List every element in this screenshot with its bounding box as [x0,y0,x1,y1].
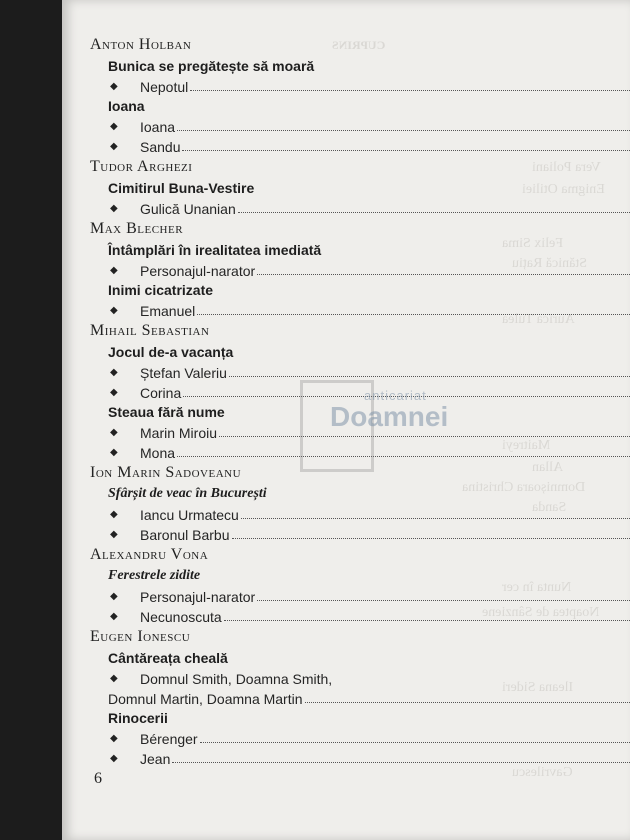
ghost-line: Ileana Sideri [502,680,574,695]
character-name: Emanuel [140,303,196,319]
character-name: Personajul-narator [140,589,256,605]
author-heading: Anton Holban [90,36,192,53]
leader-dots [200,741,630,743]
character-name: Gulică Unanian [140,201,236,217]
character-name: Corina [140,385,182,401]
character-entry [90,728,630,748]
diamond-bullet-icon [90,200,140,218]
diamond-bullet-icon [90,118,140,136]
leader-dots [257,599,630,601]
character-name: Ioana [140,119,176,135]
ghost-line: Gavrilescu [512,765,573,780]
diamond-bullet-icon [90,526,140,544]
work-title: Ioana [108,98,145,114]
author-heading: Tudor Arghezi [90,158,193,175]
character-entry [90,136,630,156]
ghost-line: Maitreyi [502,438,551,453]
leader-dots [197,313,630,315]
work-title: Cântăreața cheală [108,650,228,666]
leader-dots [224,619,630,621]
character-name: Sandu [140,139,181,155]
character-name: Domnul Smith, Doamna Smith, [140,671,333,687]
character-entry [90,524,630,544]
leader-dots [172,761,630,763]
work-title: Sfârșit de veac în București [108,486,267,501]
ghost-line: Enigma Otiliei [522,182,605,197]
author-heading: Alexandru Vona [90,546,209,563]
leader-dots [305,701,630,703]
character-name: Iancu Urmatecu [140,507,239,523]
work-title: Ferestrele zidite [108,568,201,583]
work-title: Cimitirul Buna-Vestire [108,180,255,196]
leader-dots [177,129,630,131]
leader-dots [238,211,630,213]
diamond-bullet-icon [90,750,140,768]
character-entry [90,688,630,708]
work-title: Steaua fără nume [108,404,225,420]
character-entry [90,260,630,280]
author-heading: Max Blecher [90,220,184,237]
diamond-bullet-icon [90,424,140,442]
diamond-bullet-icon [90,78,140,96]
character-entry [90,668,630,688]
ghost-line: Felix Sima [502,236,564,251]
ghost-line: Sanda [532,500,567,515]
character-name: Bérenger [140,731,198,747]
character-entry [90,586,630,606]
author-heading: Eugen Ionescu [90,628,191,645]
character-entry [90,76,630,96]
character-entry [90,748,630,768]
diamond-bullet-icon [90,138,140,156]
character-name: Jean [140,751,171,767]
ghost-title: CUPRINS [332,38,386,52]
work-title: Rinocerii [108,710,168,726]
diamond-bullet-icon [90,730,140,748]
diamond-bullet-icon [90,670,140,688]
leader-dots [182,149,630,151]
diamond-bullet-icon [90,364,140,382]
ghost-line: Vera Poliani [532,160,601,175]
character-name: Baronul Barbu [140,527,230,543]
character-name: Mona [140,445,176,461]
watermark-logo [330,388,448,433]
author-heading: Mihail Sebastian [90,322,210,339]
leader-dots [229,375,630,377]
ghost-line: Allan [532,460,564,475]
work-title: Inimi cicatrizate [108,282,214,298]
leader-dots [232,537,630,539]
diamond-bullet-icon [90,302,140,320]
ghost-line: Stănică Rațiu [512,256,588,271]
diamond-bullet-icon [90,608,140,626]
character-entry [90,300,630,320]
diamond-bullet-icon [90,588,140,606]
diamond-bullet-icon [90,262,140,280]
leader-dots [190,89,630,91]
page-number: 6 [94,770,102,787]
work-title: Jocul de-a vacanța [108,344,234,360]
character-entry [90,198,630,218]
diamond-bullet-icon [90,384,140,402]
ghost-line: Domnișoara Christina [462,480,586,495]
character-name: Personajul-narator [140,263,256,279]
character-entry [90,606,630,626]
author-heading: Ion Marin Sadoveanu [90,464,242,481]
character-name: Ștefan Valeriu [140,365,227,381]
character-name: Necunoscuta [140,609,222,625]
ghost-line: Aurica Tulea [502,312,575,327]
ghost-line: Nunta în cer [502,580,572,595]
character-name: Domnul Martin, Doamna Martin [108,691,303,707]
leader-dots [257,273,630,275]
watermark-small-text: anticariat [364,388,427,403]
character-name: Marin Miroiu [140,425,218,441]
character-name: Nepotul [140,79,189,95]
leader-dots [219,435,630,437]
character-entry [90,116,630,136]
diamond-bullet-icon [90,506,140,524]
watermark-big-text: Doamnei [330,401,449,432]
book-page [62,0,630,840]
work-title: Bunica se pregătește să moară [108,58,315,74]
character-entry [90,362,630,382]
diamond-bullet-icon [90,444,140,462]
leader-dots [177,455,630,457]
leader-dots [241,517,630,519]
character-entry [90,504,630,524]
ghost-line: Noaptea de Sânziene [482,605,600,620]
work-title: Întâmplări în irealitatea imediată [108,242,322,258]
